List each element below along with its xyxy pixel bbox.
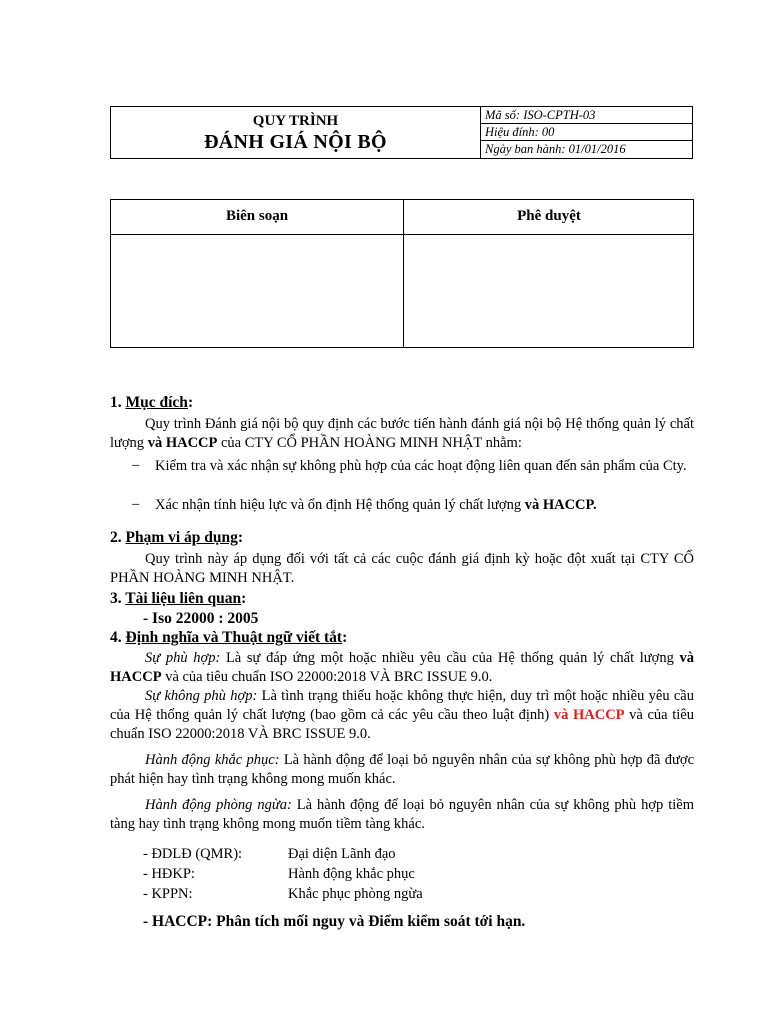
- term: Sự phù hợp:: [145, 650, 221, 666]
- abbreviation-value: Đại diện Lãnh đạo: [288, 846, 396, 862]
- section-3-heading: 3. Tài liệu liên quan:: [110, 590, 247, 607]
- section-title: Định nghĩa và Thuật ngữ viết tắt: [125, 629, 343, 646]
- section-2-paragraph: Quy trình này áp dụng đối với tất cả các cuộc đánh giá định kỳ hoặc đột xuất tại CTY CỔ PHẦN HOÀNG MINH NHẬT.: [110, 551, 694, 586]
- doc-main-title: ĐÁNH GIÁ NỘI BỘ: [204, 131, 387, 153]
- doc-issue-date: Ngày ban hành: 01/01/2016: [485, 142, 626, 156]
- section-title: Tài liệu liên quan: [125, 590, 242, 607]
- section-1-bullet-2: Xác nhận tính hiệu lực và ổn định Hệ thống quản lý chất lượng và HACCP.: [155, 497, 597, 513]
- doc-revision: Hiệu đính: 00: [481, 124, 692, 141]
- term: Sự không phù hợp:: [145, 688, 258, 704]
- table-divider: [111, 234, 693, 235]
- related-document-item: - Iso 22000 : 2005: [143, 610, 259, 627]
- definition-nonconformity: Sự không phù hợp: Là tình trạng thiếu hoặc không thực hiện, duy trì một hoặc nhiều yêu cầu của Hệ thống quản lý chất lượng (bao gồm cả các yêu cầu theo luật định) và HACCP và của tiêu chuẩn ISO 22000:2018 VÀ BRC ISSUE 9.0.: [110, 688, 694, 742]
- bullet-dash: –: [132, 496, 140, 512]
- document-header-table: [110, 106, 693, 159]
- prepared-by-header: Biên soạn: [225, 208, 289, 224]
- term: Hành động phòng ngừa:: [145, 797, 292, 813]
- haccp-definition: - HACCP: Phân tích mối nguy và Điểm kiểm soát tới hạn.: [143, 913, 526, 930]
- definition-conformity: Sự phù hợp: Là sự đáp ứng một hoặc nhiều yêu cầu của Hệ thống quản lý chất lượng và HACCP và của tiêu chuẩn ISO 22000:2018 VÀ BRC ISSUE 9.0.: [110, 650, 694, 685]
- abbreviation-key: - ĐDLĐ (QMR):: [143, 846, 243, 862]
- section-title: Mục đích: [125, 394, 188, 411]
- definition-preventive-action: Hành động phòng ngừa: Là hành động để loại bỏ nguyên nhân của sự không phù hợp tiềm tàng hay tình trạng không mong muốn tiềm tàng khác.: [110, 797, 695, 832]
- approval-table: [110, 199, 694, 348]
- section-4-heading: 4. Định nghĩa và Thuật ngữ viết tắt:: [110, 629, 348, 646]
- section-1-paragraph: Quy trình Đánh giá nội bộ quy định các bước tiến hành đánh giá nội bộ Hệ thống quản lý chất lượng và HACCP của CTY CỔ PHẦN HOÀNG MINH NHẬT nhằm:: [110, 416, 694, 451]
- abbreviation-key: - KPPN:: [143, 886, 193, 902]
- abbreviation-key: - HĐKP:: [143, 866, 195, 882]
- table-divider: [403, 200, 404, 347]
- section-title: Phạm vi áp dụng: [125, 529, 238, 546]
- highlighted-text: và HACCP: [553, 707, 625, 723]
- section-2-heading: 2. Phạm vi áp dụng:: [110, 529, 244, 546]
- approved-by-header: Phê duyệt: [517, 208, 581, 224]
- abbreviation-value: Hành động khắc phục: [288, 866, 415, 882]
- title-cell: [111, 107, 481, 158]
- definition-corrective-action: Hành động khắc phục: Là hành động để loại bỏ nguyên nhân của sự không phù hợp đã được phát hiện hay tình trạng không mong muốn khác.: [110, 752, 695, 787]
- bullet-dash: –: [132, 457, 140, 473]
- doc-type-title: QUY TRÌNH: [252, 113, 339, 129]
- doc-meta-cell: [481, 107, 692, 158]
- term: Hành động khắc phục:: [145, 752, 280, 768]
- section-1-bullet-1: Kiểm tra và xác nhận sự không phù hợp của các hoạt động liên quan đến sản phẩm của Cty.: [155, 458, 687, 474]
- section-1-heading: 1. Mục đích:: [110, 394, 194, 411]
- doc-code: Mã số: ISO-CPTH-03: [481, 107, 692, 124]
- abbreviation-value: Khắc phục phòng ngừa: [288, 886, 423, 902]
